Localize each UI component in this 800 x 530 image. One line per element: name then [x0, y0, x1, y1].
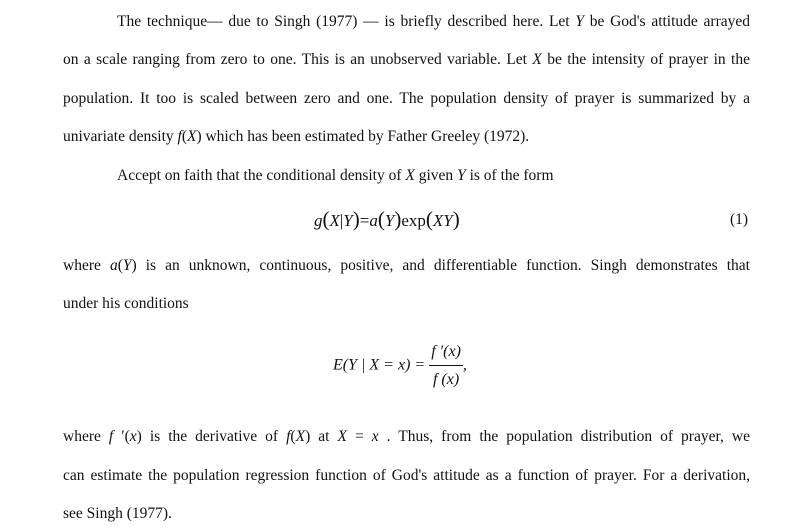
paragraph-1-line-4: univariate density f(X) which has been estimated by Father Greeley (1972). — [63, 128, 530, 145]
fraction-denominator: f (x) — [432, 371, 460, 388]
paragraph-4-line-1: where f ′(x) is the derivative of f(X) at X = x . Thus, from the population distribution of prayer, we — [63, 428, 750, 445]
fraction — [429, 341, 463, 391]
fraction-numerator: f ′(x) — [429, 341, 463, 366]
paragraph-4-line-3: see Singh (1977). — [63, 505, 172, 522]
paragraph-4-line-2: can estimate the population regression function of God's attitude as a function of prayer. For a derivation, — [63, 467, 750, 484]
paragraph-1-line-1: The technique— due to Singh (1977) — is briefly described here. Let Y be God's attitude arrayed — [117, 13, 750, 30]
equation-2: E(Y | X = x) = $\frac{f '(x)}{f (x)}$ , — [333, 341, 467, 391]
paragraph-2-line-1: Accept on faith that the conditional density of X given Y is of the form — [117, 167, 554, 184]
equation-1: g(X|Y)=a(Y)exp(XY) — [314, 207, 460, 231]
paragraph-3-line-2: under his conditions — [63, 295, 189, 312]
paragraph-1-line-3: population. It too is scaled between zero and one. The population density of prayer is summarized by a — [63, 90, 750, 107]
equation-1-number: (1) — [730, 211, 749, 228]
paragraph-3-line-1: where a(Y) is an unknown, continuous, positive, and differentiable function. Singh demonstrates that — [63, 257, 750, 274]
paragraph-1-line-2: on a scale ranging from zero to one. This is an unobserved variable. Let X be the intensity of prayer in the — [63, 51, 750, 68]
